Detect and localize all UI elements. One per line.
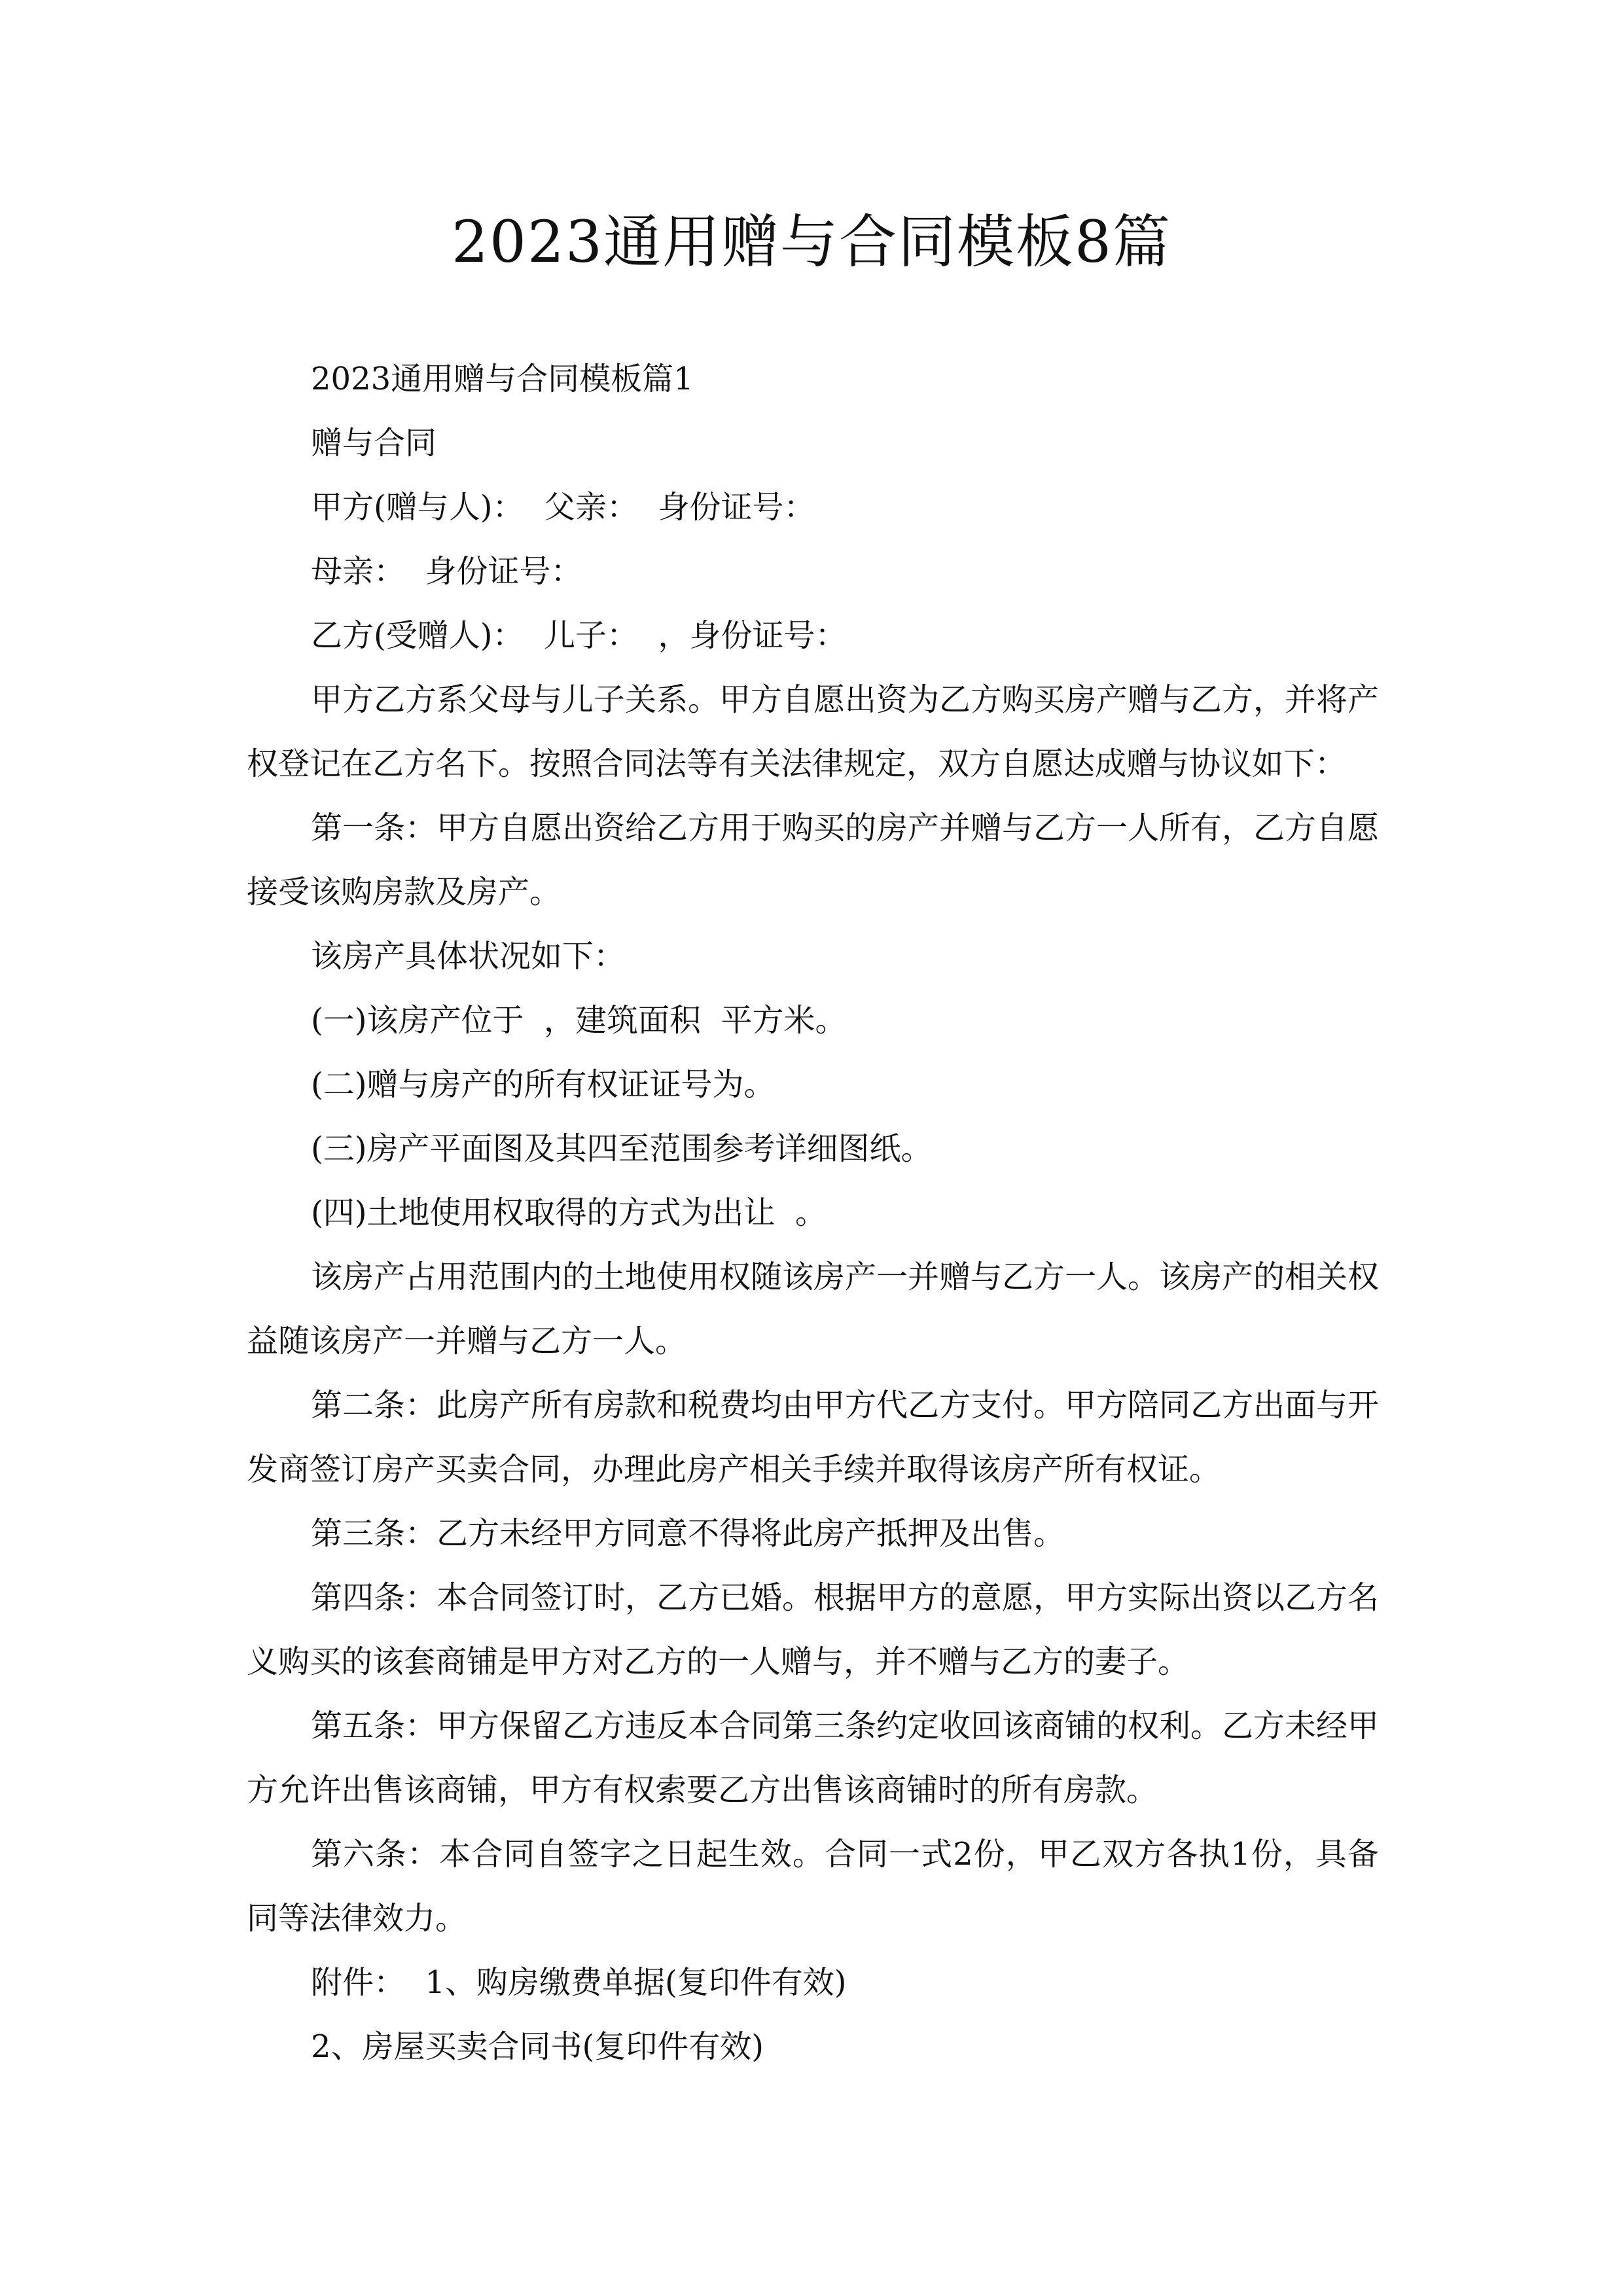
attachment-line-2: 2、房屋买卖合同书(复印件有效) — [311, 2028, 764, 2065]
document-body — [247, 347, 1379, 2079]
property-details-heading: 该房产具体状况如下： — [311, 938, 626, 975]
article-6: 第六条：本合同自签字之日起生效。合同一式2份，甲乙双方各执1份，具备同等法律效力。 — [247, 1836, 1379, 1937]
article-3: 第三条：乙方未经甲方同意不得将此房产抵押及出售。 — [311, 1515, 1065, 1552]
contract-name: 赠与合同 — [311, 425, 437, 461]
party-a-line: 甲方(赠与人)： 父亲： 身份证号： — [311, 489, 815, 526]
section-heading: 2023通用赠与合同模板篇1 — [311, 361, 694, 397]
article-4: 第四条：本合同签订时，乙方已婚。根据甲方的意愿，甲方实际出资以乙方名义购买的该套商铺是甲方对乙方的一人赠与，并不赠与乙方的妻子。 — [247, 1579, 1380, 1680]
preamble-paragraph: 甲方乙方系父母与儿子关系。甲方自愿出资为乙方购买房产赠与乙方，并将产权登记在乙方名下。按照合同法等有关法律规定，双方自愿达成赠与协议如下： — [247, 681, 1380, 782]
land-rights-paragraph: 该房产占用范围内的土地使用权随该房产一并赠与乙方一人。该房产的相关权益随该房产一并赠与乙方一人。 — [247, 1259, 1380, 1359]
article-5: 第五条：甲方保留乙方违反本合同第三条约定收回该商铺的权利。乙方未经甲方允许出售该商铺，甲方有权索要乙方出售该商铺时的所有房款。 — [247, 1708, 1380, 1808]
attachment-line-1: 附件： 1、购房缴费单据(复印件有效) — [311, 1964, 847, 2001]
article-1: 第一条：甲方自愿出资给乙方用于购买的房产并赠与乙方一人所有，乙方自愿接受该购房款及房产。 — [247, 810, 1380, 910]
article-2: 第二条：此房产所有房款和税费均由甲方代乙方支付。甲方陪同乙方出面与开发商签订房产买卖合同，办理此房产相关手续并取得该房产所有权证。 — [247, 1387, 1380, 1488]
mother-line: 母亲： 身份证号： — [311, 553, 582, 590]
property-item-4: (四)土地使用权取得的方式为出让 。 — [311, 1194, 827, 1231]
property-item-3: (三)房产平面图及其四至范围参考详细图纸。 — [311, 1130, 933, 1167]
document-title: 2023通用赠与合同模板8篇 — [452, 208, 1171, 276]
property-item-1: (一)该房产位于 ，建筑面积 平方米。 — [311, 1002, 847, 1039]
property-item-2: (二)赠与房产的所有权证证号为。 — [311, 1066, 776, 1103]
party-b-line: 乙方(受赠人)： 儿子： ，身份证号： — [311, 617, 847, 654]
